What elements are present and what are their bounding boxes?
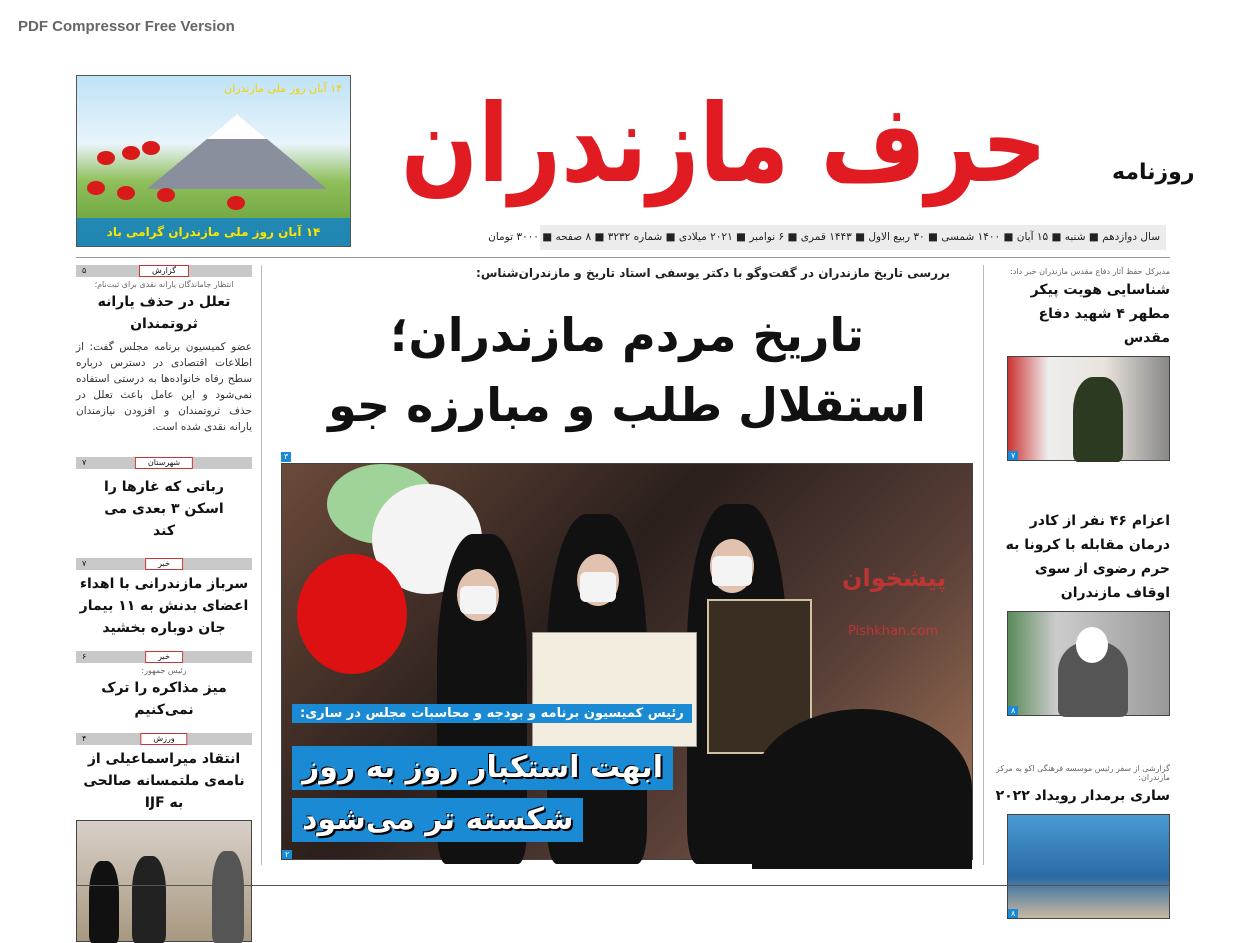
balloon-graphic	[297, 554, 407, 674]
story-body: عضو کمیسیون برنامه مجلس گفت: از اطلاعات اقتصادی در دسترس درباره سطح رفاه خانواده‌ها به درستی استفاده نمی‌شود و این عامل باعث تعلل در حذف ثروتمندان و افزودن نیازمندان یارانه نقدی شده است.	[76, 341, 252, 433]
poppy-graphic	[157, 188, 175, 202]
divider	[76, 257, 1170, 258]
lead-kicker: بررسی تاریخ مازندران در گفت‌وگو با دکتر یوسفی استاد تاریخ و مازندران‌شناس:	[476, 266, 950, 280]
poppy-graphic	[227, 196, 245, 210]
lead-headline-line	[281, 370, 973, 440]
ad-caption-text: ۱۴ آبان روز ملی مازندران گرامی باد	[106, 225, 321, 239]
section-label: خبر	[145, 558, 183, 570]
photo-headline-line: ابهت استکبار روز به روز	[292, 746, 673, 790]
story-kicker: انتظار جاماندگان یارانه نقدی برای ثبت‌نام؛	[94, 280, 234, 289]
poppy-graphic	[87, 181, 105, 195]
section-bar	[76, 457, 252, 469]
poppy-graphic	[97, 151, 115, 165]
page-number: ۷	[82, 559, 87, 568]
watermark-url: Pishkhan.com	[848, 624, 939, 639]
story-headline: انتقاد میراسماعیلی از نامه‌ی ملتمسانه صالحی به IJF	[83, 751, 245, 811]
story-item[interactable]	[76, 457, 252, 542]
story-item[interactable]	[76, 558, 252, 639]
snow-cap-graphic	[207, 114, 267, 139]
dateline: سال دوازدهم ■ شنبه ■ ۱۵ آبان ■ ۱۴۰۰ شمسی ■ ۳۰ ربیع الاول ■ ۱۴۴۳ قمری ■ ۶ نوامبر ■ ۲۰۲۱ میلادی ■ شماره ۳۲۳۲ ■ ۸ صفحه ■ ۳۰۰۰ تومان	[540, 225, 1166, 250]
story-headline: میز مذاکره را ترک نمی‌کنیم	[101, 680, 227, 718]
mask	[712, 556, 752, 586]
ad-banner[interactable]	[76, 75, 351, 247]
newspaper-logo-text: حرف مازندران	[400, 82, 1048, 207]
page-number: ۲	[282, 850, 292, 859]
photo-kicker: رئیس کمیسیون برنامه و بودجه و محاسبات مجلس در ساری:	[292, 704, 692, 723]
poppy-graphic	[117, 186, 135, 200]
lead-headline-text: تاریخ مردم مازندران؛	[390, 308, 864, 362]
newspaper-logo	[400, 70, 1110, 220]
story-item[interactable]	[76, 733, 252, 942]
story-photo	[1007, 814, 1170, 919]
story-headline: اعزام ۴۶ نفر از کادر درمان مقابله با کرونا به حرم رضوی از سوی اوقاف مازندران	[1005, 513, 1170, 601]
page-number: ۷	[1008, 451, 1018, 460]
story-headline: ساری برمدار رویداد ۲۰۲۲	[995, 788, 1170, 804]
protest-sign	[532, 632, 697, 747]
right-column	[992, 265, 1170, 919]
section-bar	[76, 651, 252, 663]
story-item[interactable]	[992, 267, 1170, 461]
story-headline: تعلل در حذف یارانه ثروتمندان	[97, 294, 231, 332]
ad-caption	[77, 218, 350, 246]
section-bar	[76, 558, 252, 570]
ad-top-text: ۱۴ آبان روز ملی مازندران	[224, 82, 342, 95]
page-number: ۸	[1008, 909, 1018, 918]
poppy-graphic	[142, 141, 160, 155]
turban	[1076, 627, 1108, 663]
story-kicker: گزارشی از سفر رئیس موسسه فرهنگی اکو به مرکز مازندران:	[995, 764, 1170, 782]
page-number: ۳	[281, 452, 291, 462]
watermark: پیشخوان	[842, 564, 947, 592]
page-number: ۷	[82, 458, 87, 467]
story-photo[interactable]	[76, 820, 252, 942]
person-figure	[212, 851, 244, 943]
left-column	[76, 265, 252, 942]
story-item[interactable]	[76, 265, 252, 435]
person-figure	[132, 856, 166, 943]
page-number: ۴	[82, 734, 87, 743]
section-bar	[76, 265, 252, 277]
lead-headline-text: استقلال طلب و مبارزه جو	[328, 378, 926, 432]
person-figure	[89, 861, 119, 943]
section-label: خبر	[145, 651, 183, 663]
story-kicker: مدیرکل حفظ آثار دفاع مقدس مازندران خبر داد:	[1010, 267, 1170, 276]
person-figure	[1073, 377, 1123, 462]
bottom-frame	[76, 885, 1170, 893]
section-bar	[76, 733, 252, 745]
column-divider	[261, 265, 262, 865]
story-item[interactable]	[992, 509, 1170, 716]
story-item[interactable]	[76, 651, 252, 721]
story-photo	[1007, 356, 1170, 461]
section-label: ورزش	[140, 733, 187, 745]
main-photo[interactable]	[281, 463, 973, 860]
mask	[460, 586, 496, 614]
story-kicker: رئیس جمهور:	[141, 666, 187, 675]
story-photo	[1007, 611, 1170, 716]
app-title: PDF Compressor Free Version	[18, 18, 235, 35]
column-divider	[983, 265, 984, 865]
story-headline: شناسایی هویت پیکر مطهر ۴ شهید دفاع مقدس	[1030, 282, 1170, 346]
lead-headline[interactable]	[281, 300, 973, 440]
story-item[interactable]	[992, 764, 1170, 919]
person-figure	[752, 709, 972, 869]
story-headline: سرباز مازندرانی با اهداء اعضای بدنش به ۱۱ بیمار جان دوباره بخشید	[79, 576, 249, 636]
section-label: گزارش	[139, 265, 189, 277]
photo-headline-line: شکسته تر می‌شود	[292, 798, 583, 842]
lead-headline-line	[281, 300, 973, 370]
page-number: ۸	[1008, 706, 1018, 715]
mask	[580, 572, 616, 602]
section-label: شهرستان	[135, 457, 193, 469]
story-headline: رباتی که غارها را اسکن ۳ بعدی می کند	[104, 479, 224, 539]
page-number: ۶	[82, 652, 87, 661]
page-number: ۵	[82, 266, 87, 275]
logo-prefix: روزنامه	[1112, 160, 1195, 185]
poppy-graphic	[122, 146, 140, 160]
